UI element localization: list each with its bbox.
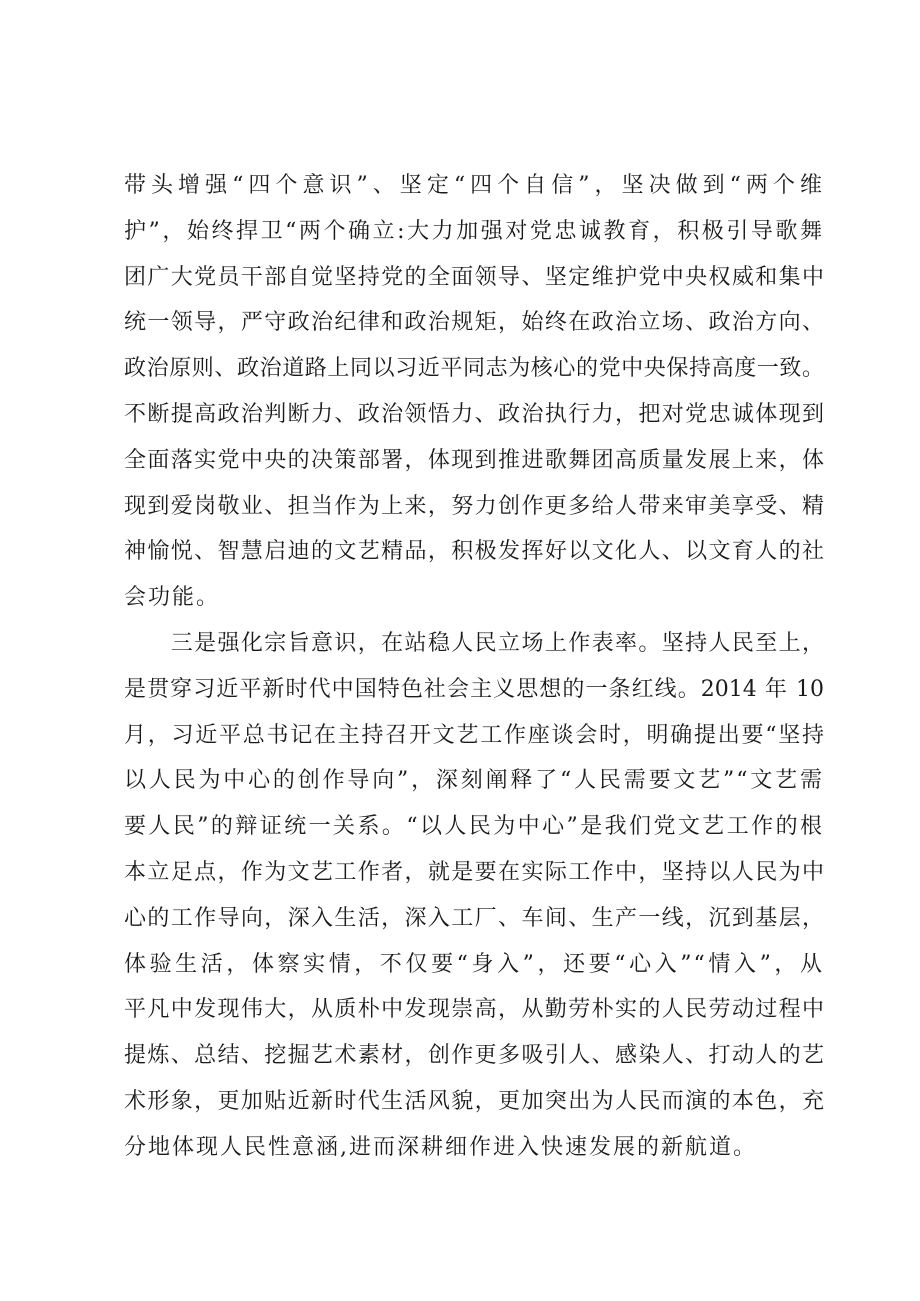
paragraph-1	[124, 163, 824, 621]
body-text	[124, 163, 824, 1171]
text-line: 会功能。	[124, 585, 221, 611]
text-line: 政治原则、政治道路上同以习近平同志为核心的党中央保持高度一致。	[124, 356, 824, 382]
text-line: 要人民”的辩证统一关系。“以人民为中心”是我们党文艺工作的根	[124, 814, 824, 840]
text-line: 全面落实党中央的决策部署，体现到推进歌舞团高质量发展上来，体	[124, 447, 824, 473]
text-line: 统一领导，严守政治纪律和政治规矩，始终在政治立场、政治方向、	[124, 310, 824, 336]
text-line: 心的工作导向，深入生活，深入工厂、车间、生产一线，沉到基层，	[124, 905, 824, 931]
paragraph-2	[124, 621, 824, 1171]
text-line: 三是强化宗旨意识，在站稳人民立场上作表率。坚持人民至上，	[124, 630, 824, 656]
text-line: 提炼、总结、挖掘艺术素材，创作更多吸引人、感染人、打动人的艺	[124, 1043, 824, 1069]
text-line: 不断提高政治判断力、政治领悟力、政治执行力，把对党忠诚体现到	[124, 401, 824, 427]
text-line: 是贯穿习近平新时代中国特色社会主义思想的一条红线。2014 年 10	[124, 676, 824, 702]
text-line: 术形象，更加贴近新时代生活风貌，更加突出为人民而演的本色，充	[124, 1088, 824, 1114]
text-line: 体验生活，体察实情，不仅要“身入”，还要“心入”“情入”，从	[124, 951, 824, 977]
text-line: 现到爱岗敬业、担当作为上来，努力创作更多给人带来审美享受、精	[124, 493, 824, 519]
text-line: 本立足点，作为文艺工作者，就是要在实际工作中，坚持以人民为中	[124, 859, 824, 885]
text-line: 月，习近平总书记在主持召开文艺工作座谈会时，明确提出要“坚持	[124, 722, 824, 748]
text-line: 以人民为中心的创作导向”，深刻阐释了“人民需要文艺”“文艺需	[124, 768, 824, 794]
text-line: 平凡中发现伟大，从质朴中发现崇高，从勤劳朴实的人民劳动过程中	[124, 997, 824, 1023]
text-line: 神愉悦、智慧启迪的文艺精品，积极发挥好以文化人、以文育人的社	[124, 539, 824, 565]
text-line: 护”，始终捍卫“两个确立:大力加强对党忠诚教育，积极引导歌舞	[124, 218, 824, 244]
text-line: 带头增强“四个意识”、坚定“四个自信”，坚决做到“两个维	[124, 173, 824, 198]
text-line: 团广大党员干部自觉坚持党的全面领导、坚定维护党中央权威和集中	[124, 264, 824, 290]
text-line: 分地体现人民性意涵,进而深耕细作进入快速发展的新航道。	[124, 1134, 757, 1160]
